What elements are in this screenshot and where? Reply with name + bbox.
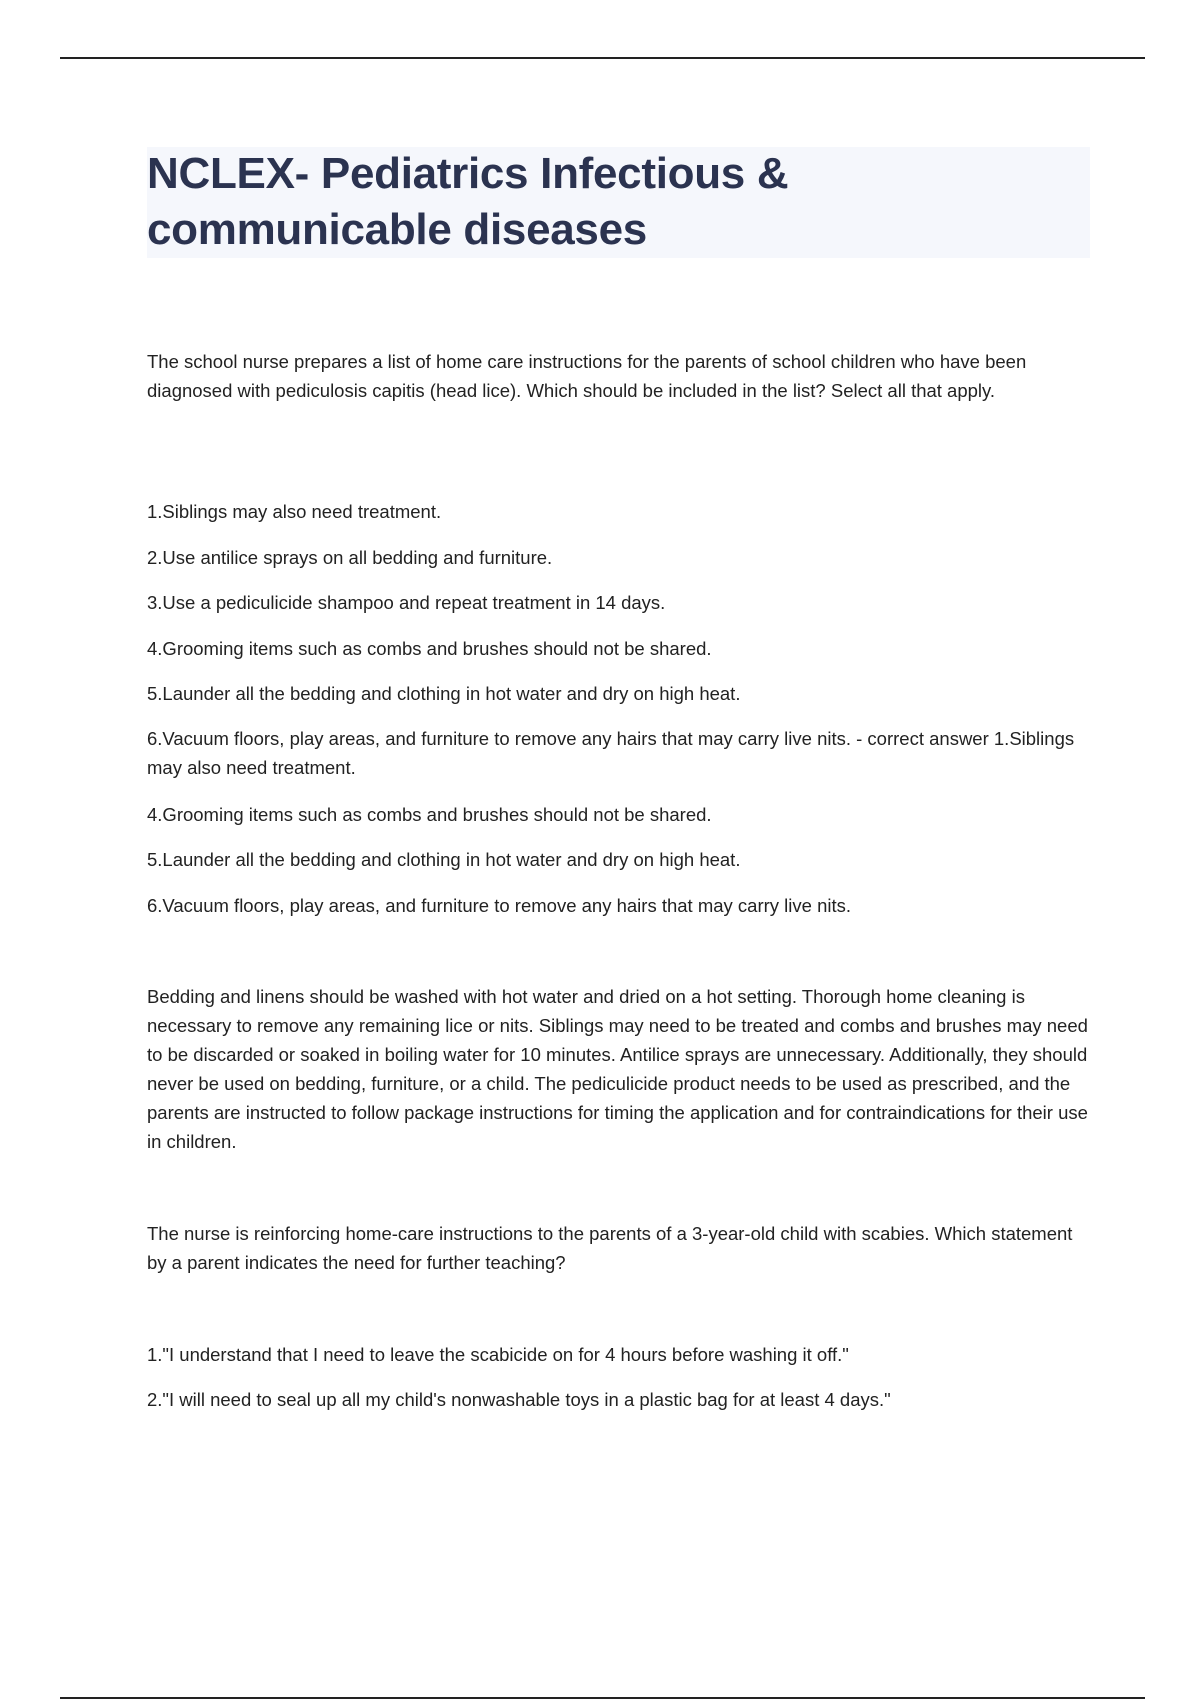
q1-rationale: Bedding and linens should be washed with hot water and dried on a hot setting. Thorough home cleaning is necessary to remove any remaining lice or nits. Siblings may need to be treated and combs and brushes may need to be discarded or soaked in boiling water for 10 minutes. Antilice sprays are unnecessary. Additionally, they should never be used on bedding, furniture, or a child. The pediculicide product needs to be used as prescribed, and the parents are instructed to follow package instructions for timing the application and for contraindications for their use in children. [147, 986, 1088, 1152]
document-title: NCLEX- Pediatrics Infectious & communicable diseases [147, 149, 789, 254]
q2-option: 1."I understand that I need to leave the scabicide on for 4 hours before washing it off." [147, 1344, 849, 1365]
bottom-rule [60, 1697, 1145, 1699]
q1-option: 5.Launder all the bedding and clothing in hot water and dry on high heat. [147, 683, 741, 704]
question-1: The school nurse prepares a list of home care instructions for the parents of school children who have been diagnosed with pediculosis capitis (head lice). Which should be included in the list? Select all that apply. [147, 351, 1027, 401]
question-2: The nurse is reinforcing home-care instructions to the parents of a 3-year-old child with scabies. Which statement by a parent indicates the need for further teaching? [147, 1223, 1073, 1273]
q1-answer: 6.Vacuum floors, play areas, and furniture to remove any hairs that may carry live nits. [147, 895, 851, 916]
q2-option: 2."I will need to seal up all my child's nonwashable toys in a plastic bag for at least 4 days." [147, 1389, 891, 1410]
q1-option: 3.Use a pediculicide shampoo and repeat treatment in 14 days. [147, 592, 666, 613]
top-rule [60, 57, 1145, 59]
q1-answer: 4.Grooming items such as combs and brushes should not be shared. [147, 804, 712, 825]
q1-option: 2.Use antilice sprays on all bedding and furniture. [147, 547, 553, 568]
q1-option-with-answer: 6.Vacuum floors, play areas, and furniture to remove any hairs that may carry live nits. - correct answer 1.Siblings may also need treatment. [147, 728, 1075, 778]
q1-option: 4.Grooming items such as combs and brushes should not be shared. [147, 638, 712, 659]
q1-answer: 5.Launder all the bedding and clothing in hot water and dry on high heat. [147, 849, 741, 870]
q1-option: 1.Siblings may also need treatment. [147, 501, 442, 522]
